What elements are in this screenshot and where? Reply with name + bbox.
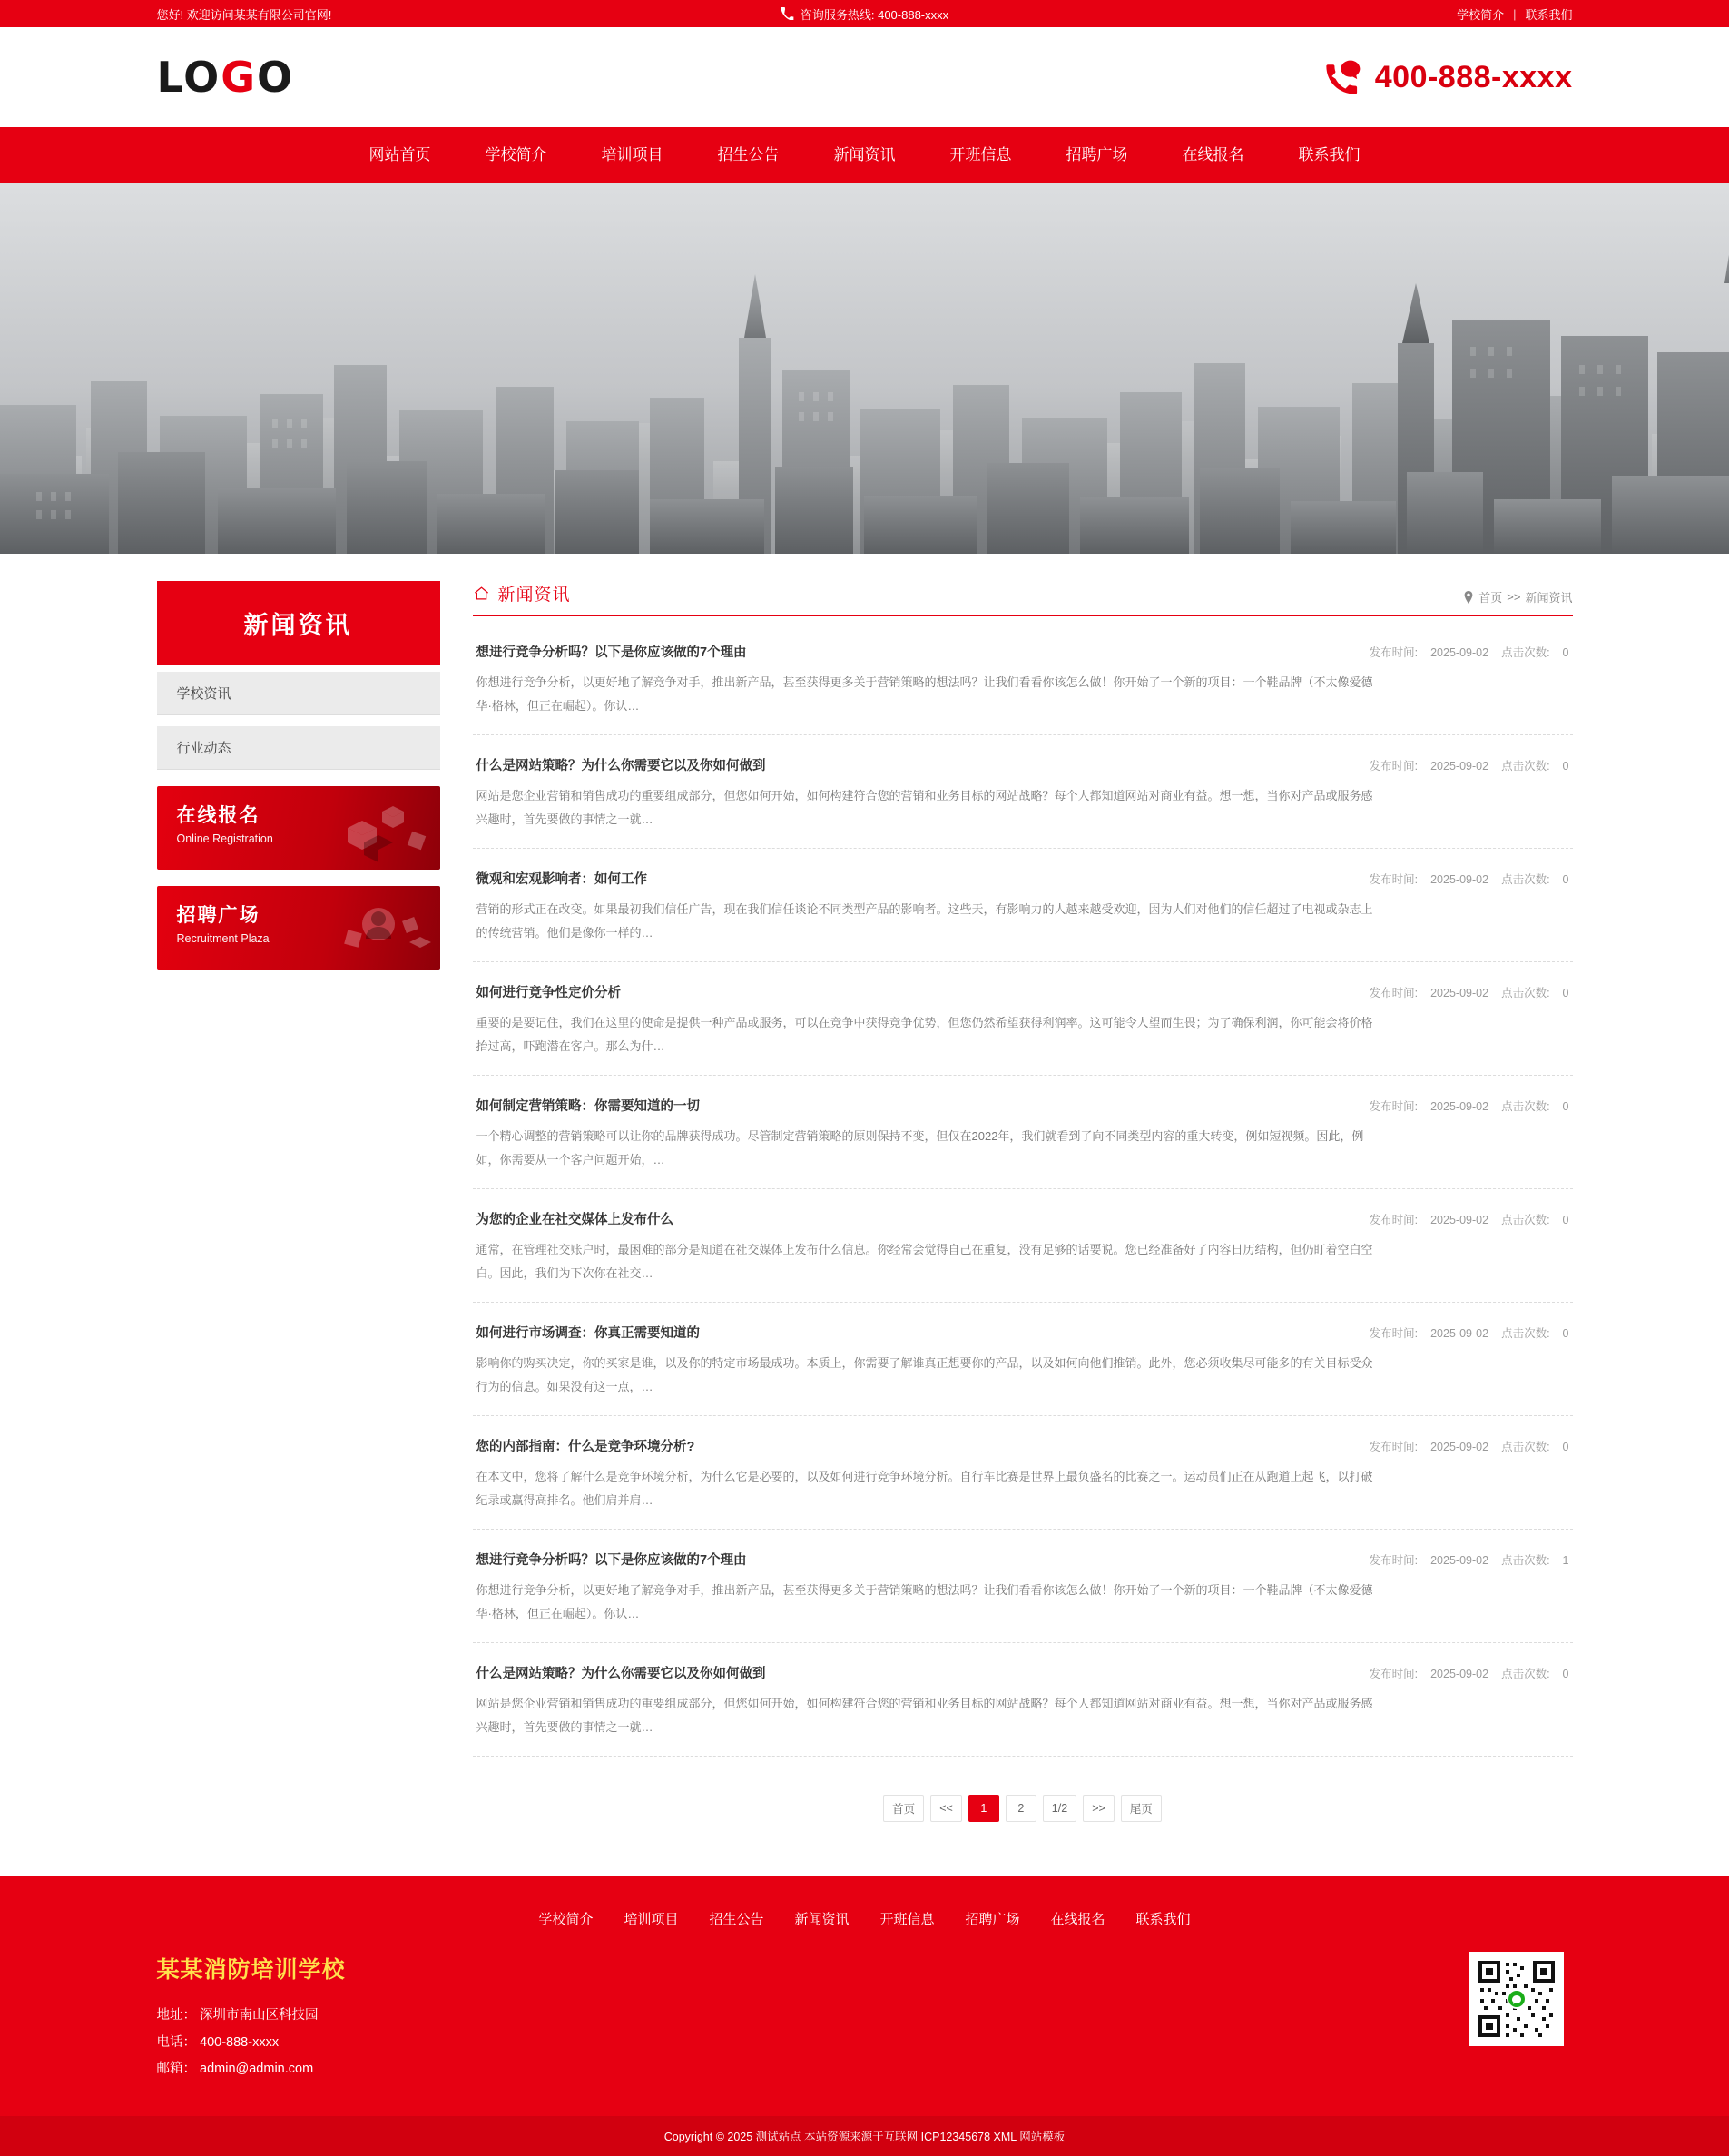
sidebar-menu: [157, 672, 440, 770]
news-item-header: [476, 1209, 1569, 1228]
news-item-meta: [1357, 757, 1569, 773]
news-list-item[interactable]: [473, 1530, 1573, 1643]
nav-item-home[interactable]: 网站首页: [368, 146, 431, 163]
news-item-date-label: 发布时间:: [1369, 1668, 1419, 1680]
news-item-meta: [1357, 871, 1569, 887]
news-list-item[interactable]: [473, 849, 1573, 962]
pagination: [473, 1795, 1573, 1822]
news-item-header: [476, 982, 1569, 1001]
news-item-hits: 0: [1562, 1441, 1569, 1453]
news-item-hits-label: 点击次数:: [1501, 1327, 1550, 1340]
news-item-meta: [1357, 1324, 1569, 1341]
top-link-school-intro[interactable]: 学校简介: [1457, 7, 1505, 22]
news-item-date: 2025-09-02: [1430, 1100, 1489, 1113]
site-header: [0, 27, 1729, 127]
news-item-date: 2025-09-02: [1430, 1327, 1489, 1340]
content-area: [473, 581, 1573, 1822]
news-list-item[interactable]: [473, 1643, 1573, 1757]
news-item-date-label: 发布时间:: [1369, 1441, 1419, 1453]
news-item-description: 网站是您企业营销和销售成功的重要组成部分，但您如何开始，如何构建符合您的营销和业务目标的网站战略？每个人都知道网站对商业有益。想一想，当你对产品或服务感兴趣时，首先要做的事情之一就…: [476, 789, 1373, 826]
news-item-title[interactable]: 如何制定营销策略：你需要知道的一切: [476, 1099, 700, 1114]
news-item-date-label: 发布时间:: [1369, 873, 1419, 886]
news-item-date: 2025-09-02: [1430, 1214, 1489, 1226]
news-item-description: 你想进行竞争分析，以更好地了解竞争对手，推出新产品，甚至获得更多关于营销策略的想法吗？让我们看看你该怎么做！你开始了一个新的项目：一个鞋品牌（不太像爱德华·格林，但正在崛起）。你认…: [476, 1583, 1373, 1620]
news-list-item[interactable]: [473, 1076, 1573, 1189]
content-title-block: [473, 581, 571, 605]
news-item-title[interactable]: 微观和宏观影响者：如何工作: [476, 872, 647, 887]
news-item-title[interactable]: 如何进行竞争性定价分析: [476, 986, 621, 1000]
sidebar-banner-subtitle: Recruitment Plaza: [176, 932, 270, 945]
news-item-hits: 0: [1562, 873, 1569, 886]
copyright-text: Copyright © 2025 测试站点 本站资源来源于互联网 ICP12345678 XML 网站模板: [663, 2131, 1066, 2144]
nav-item-online-registration[interactable]: 在线报名: [1182, 146, 1244, 163]
nav-item-class-info[interactable]: 开班信息: [949, 146, 1012, 163]
news-item-hits: 0: [1562, 987, 1569, 999]
news-item-date: 2025-09-02: [1430, 1668, 1489, 1680]
pagination-page-1[interactable]: 1: [968, 1795, 999, 1822]
nav-item: [1155, 127, 1272, 183]
footer-link-admissions[interactable]: 招生公告: [709, 1912, 764, 1927]
news-item-hits-label: 点击次数:: [1501, 1441, 1550, 1453]
news-item-meta: [1357, 1438, 1569, 1454]
sidebar-banner-title: 招聘广场: [176, 905, 260, 926]
news-item-date: 2025-09-02: [1430, 873, 1489, 886]
news-list-item[interactable]: [473, 1189, 1573, 1303]
news-item-hits-label: 点击次数:: [1501, 1668, 1550, 1680]
news-item-meta: [1357, 1098, 1569, 1114]
nav-item-school-intro[interactable]: 学校简介: [485, 146, 547, 163]
news-item-header: [476, 1436, 1569, 1455]
sidebar-banner-title: 在线报名: [176, 805, 260, 826]
news-item-date: 2025-09-02: [1430, 1441, 1489, 1453]
news-list-item[interactable]: [473, 735, 1573, 849]
news-item-title[interactable]: 想进行竞争分析吗？以下是你应该做的7个理由: [476, 1553, 747, 1568]
nav-list: [342, 127, 1388, 183]
news-item-header: [476, 1096, 1569, 1115]
news-item-date: 2025-09-02: [1430, 760, 1489, 773]
footer-link-contact[interactable]: 联系我们: [1135, 1912, 1191, 1927]
nav-item: [1272, 127, 1388, 183]
nav-item: [691, 127, 807, 183]
news-item-description: 在本文中，您将了解什么是竞争环境分析，为什么它是必要的，以及如何进行竞争环境分析。自行车比赛是世界上最负盛名的比赛之一。运动员们正在从跑道上起飞，以打破纪录或赢得高排名。他们肩并肩…: [476, 1470, 1373, 1507]
footer-email: 邮箱： admin@admin.com: [156, 2062, 314, 2077]
news-item-meta: [1357, 984, 1569, 1000]
news-list: [473, 622, 1573, 1757]
news-item-meta: [1357, 644, 1569, 660]
news-list-item[interactable]: [473, 1303, 1573, 1416]
sidebar-banner-subtitle: Online Registration: [176, 832, 273, 845]
news-item-hits-label: 点击次数:: [1501, 760, 1550, 773]
nav-item: [342, 127, 458, 183]
registration-illustration-icon: [322, 792, 431, 870]
nav-item-contact[interactable]: 联系我们: [1298, 146, 1361, 163]
top-bar: [0, 0, 1729, 27]
site-logo[interactable]: [156, 53, 295, 102]
footer-contact-info: [157, 1952, 346, 2083]
news-item-date-label: 发布时间:: [1369, 760, 1419, 773]
news-item-date-label: 发布时间:: [1369, 987, 1419, 999]
news-item-date: 2025-09-02: [1430, 646, 1489, 659]
news-item-header: [476, 1663, 1569, 1682]
nav-item-admissions[interactable]: 招生公告: [717, 146, 780, 163]
nav-item-news[interactable]: 新闻资讯: [833, 146, 896, 163]
pagination-page-2[interactable]: 2: [1006, 1795, 1036, 1822]
main-area: [0, 554, 1729, 1876]
news-item-title[interactable]: 想进行竞争分析吗？以下是你应该做的7个理由: [476, 645, 747, 660]
footer-link-online-registration[interactable]: 在线报名: [1050, 1912, 1105, 1927]
header-phone: [1324, 58, 1573, 96]
nav-item: [807, 127, 923, 183]
news-item-title[interactable]: 为您的企业在社交媒体上发布什么: [476, 1213, 673, 1227]
news-item-meta: [1357, 1551, 1569, 1568]
breadcrumb-home[interactable]: 首页: [1478, 591, 1503, 605]
logo-text-part2: G: [221, 53, 258, 102]
news-item-date-label: 发布时间:: [1369, 1327, 1419, 1340]
site-footer: [0, 1876, 1729, 2156]
top-links: [1457, 5, 1572, 23]
sidebar: [157, 581, 440, 970]
news-item-hits: 0: [1562, 1214, 1569, 1226]
news-item-hits: 0: [1562, 1100, 1569, 1113]
hero-banner: [0, 183, 1729, 554]
nav-item: [923, 127, 1039, 183]
telephone-icon: [1324, 58, 1362, 96]
hotline-block: [781, 5, 948, 23]
logo-text-part1: LO: [156, 53, 221, 102]
news-item-title[interactable]: 您的内部指南：什么是竞争环境分析?: [476, 1440, 695, 1454]
news-item-meta: [1357, 1211, 1569, 1227]
sidebar-banner-online-registration[interactable]: [157, 786, 440, 870]
nav-item-training-programs[interactable]: 培训项目: [601, 146, 663, 163]
city-skyline-image: [0, 183, 1729, 554]
news-item-date: 2025-09-02: [1430, 987, 1489, 999]
content-header: [473, 581, 1573, 616]
news-item-header: [476, 869, 1569, 888]
phone-icon: [781, 7, 793, 20]
news-item-description: 网站是您企业营销和销售成功的重要组成部分，但您如何开始，如何构建符合您的营销和业务目标的网站战略？每个人都知道网站对商业有益。想一想，当你对产品或服务感兴趣时，首先要做的事情之一就…: [476, 1697, 1373, 1734]
location-pin-icon: [1463, 591, 1474, 604]
news-item-hits: 0: [1562, 1668, 1569, 1680]
news-item-hits: 0: [1562, 1327, 1569, 1340]
news-item-header: [476, 1550, 1569, 1569]
news-item-description: 通常，在管理社交账户时，最困难的部分是知道在社交媒体上发布什么信息。你经常会觉得自己在重复，没有足够的话要说。您已经准备好了内容日历结构，但仍盯着空白空白。因此，我们为下次你在社交…: [476, 1243, 1373, 1280]
nav-item-recruitment[interactable]: 招聘广场: [1066, 146, 1128, 163]
pagination-next[interactable]: >>: [1083, 1795, 1115, 1822]
news-item-date: 2025-09-02: [1430, 1554, 1489, 1567]
footer-company-name: 某某消防培训学校: [156, 1957, 346, 1983]
news-item-title[interactable]: 什么是网站策略？为什么你需要它以及你如何做到: [476, 1667, 766, 1681]
news-item-date-label: 发布时间:: [1369, 1100, 1419, 1113]
footer-nav: [157, 1896, 1573, 1952]
logo-text-part3: O: [257, 53, 295, 102]
sidebar-item-industry-news[interactable]: [157, 726, 440, 770]
news-item-hits-label: 点击次数:: [1501, 1214, 1550, 1226]
breadcrumb: [1463, 588, 1572, 605]
recruitment-illustration-icon: [322, 891, 431, 970]
news-item-hits-label: 点击次数:: [1501, 646, 1550, 659]
news-item-description: 一个精心调整的营销策略可以让你的品牌获得成功。尽管制定营销策略的原则保持不变，但仅在2022年，我们就看到了向不同类型内容的重大转变，例如短视频。因此，例如，你需要从一个客户问题开始，…: [476, 1129, 1364, 1167]
news-item-hits-label: 点击次数:: [1501, 1100, 1550, 1113]
pagination-first[interactable]: 首页: [883, 1795, 924, 1822]
news-item-header: [476, 755, 1569, 774]
news-item-date-label: 发布时间:: [1369, 646, 1419, 659]
news-item-date-label: 发布时间:: [1369, 1554, 1419, 1567]
news-list-item[interactable]: [473, 1416, 1573, 1530]
news-item-hits-label: 点击次数:: [1501, 987, 1550, 999]
news-item-hits-label: 点击次数:: [1501, 1554, 1550, 1567]
footer-phone: 电话： 400-888-xxxx: [156, 2034, 280, 2050]
footer-body: [157, 1952, 1573, 2116]
news-item-title[interactable]: 什么是网站策略？为什么你需要它以及你如何做到: [476, 759, 766, 773]
pagination-last[interactable]: 尾页: [1121, 1795, 1162, 1822]
top-link-contact-us[interactable]: 联系我们: [1525, 7, 1573, 22]
footer-address: 地址： 深圳市南山区科技园: [156, 2008, 319, 2023]
home-icon: [473, 585, 490, 602]
welcome-text: 您好! 欢迎访问某某有限公司官网!: [156, 7, 332, 22]
sidebar-item-school-news[interactable]: [157, 672, 440, 715]
nav-item: [575, 127, 691, 183]
news-item-description: 影响你的购买决定，你的买家是谁，以及你的特定市场最成功。本质上，你需要了解谁真正想要你的产品，以及如何向他们推销。此外，您必须收集尽可能多的有关目标受众行为的信息。如果没有这一点，…: [476, 1356, 1373, 1393]
news-item-description: 重要的是要记住，我们在这里的使命是提供一种产品或服务，可以在竞争中获得竞争优势，但您仍然希望获得利润率。这可能令人望而生畏；为了确保利润，你可能会将价格抬过高，吓跑潜在客户。那么为什…: [476, 1016, 1373, 1053]
news-item-header: [476, 1323, 1569, 1342]
footer-link-recruitment[interactable]: 招聘广场: [965, 1912, 1020, 1927]
breadcrumb-current: 新闻资讯: [1525, 591, 1573, 605]
sidebar-title: 新闻资讯: [157, 581, 440, 665]
sidebar-item-label: 行业动态: [176, 741, 231, 756]
news-list-item[interactable]: [473, 962, 1573, 1076]
header-phone-number: 400-888-xxxx: [1374, 59, 1573, 94]
nav-item: [1039, 127, 1155, 183]
pagination-indicator: 1/2: [1043, 1795, 1076, 1822]
hotline-text: 咨询服务热线: 400-888-xxxx: [800, 7, 949, 22]
news-item-title[interactable]: 如何进行市场调查：你真正需要知道的: [476, 1326, 700, 1341]
news-item-hits-label: 点击次数:: [1501, 873, 1550, 886]
main-nav: [0, 127, 1729, 183]
footer-link-class-info[interactable]: 开班信息: [879, 1912, 935, 1927]
qr-code-image: [1469, 1952, 1564, 2046]
pagination-prev[interactable]: <<: [930, 1795, 962, 1822]
news-item-hits: 0: [1562, 646, 1569, 659]
news-item-description: 你想进行竞争分析，以更好地了解竞争对手，推出新产品，甚至获得更多关于营销策略的想法吗？让我们看看你该怎么做！你开始了一个新的项目：一个鞋品牌（不太像爱德华·格林，但正在崛起）。你认…: [476, 675, 1373, 713]
news-item-date-label: 发布时间:: [1369, 1214, 1419, 1226]
news-item-hits: 0: [1562, 760, 1569, 773]
footer-link-news[interactable]: 新闻资讯: [794, 1912, 850, 1927]
footer-link-school-intro[interactable]: 学校简介: [538, 1912, 594, 1927]
news-item-meta: [1357, 1665, 1569, 1681]
news-item-hits: 1: [1562, 1554, 1569, 1567]
news-item-description: 营销的形式正在改变。如果最初我们信任广告，现在我们信任谈论不同类型产品的影响者。这些天，有影响力的人越来越受欢迎，因为人们对他们的信任超过了电视或杂志上的传统营销。他们是像你一样的…: [476, 902, 1373, 940]
sidebar-item-label: 学校资讯: [176, 686, 231, 702]
page-title: 新闻资讯: [497, 586, 571, 605]
sidebar-banner-recruitment-plaza[interactable]: [157, 886, 440, 970]
top-link-separator: |: [1513, 6, 1517, 21]
news-item-header: [476, 642, 1569, 661]
footer-link-training-programs[interactable]: 培训项目: [624, 1912, 679, 1927]
breadcrumb-separator: >>: [1507, 590, 1521, 604]
nav-item: [458, 127, 575, 183]
news-list-item[interactable]: [473, 622, 1573, 735]
